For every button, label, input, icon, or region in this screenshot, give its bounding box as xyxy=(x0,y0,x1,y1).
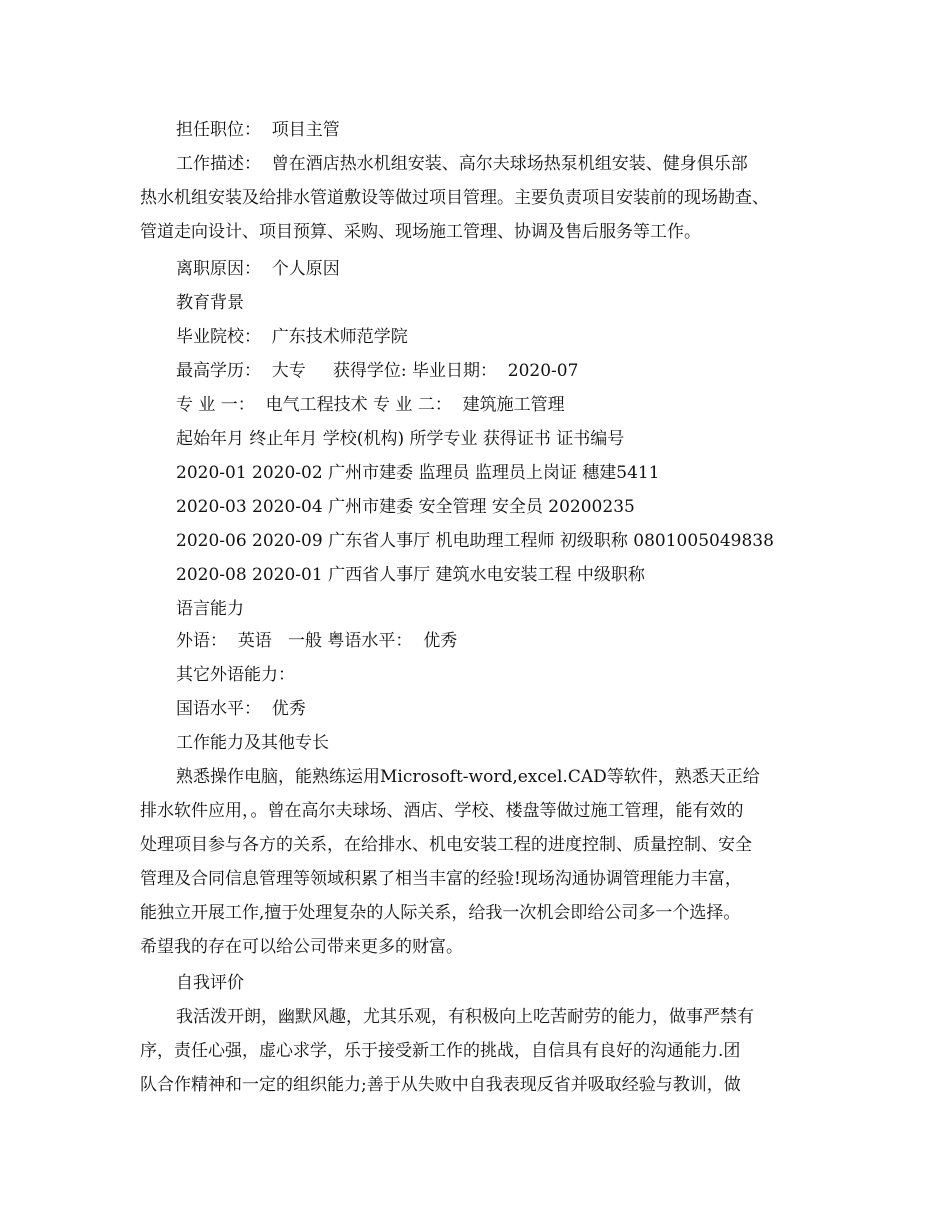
certificate-row: 2020-08 2020-01 广西省人事厅 建筑水电安装工程 中级职称 xyxy=(176,565,645,585)
skills-paragraph-line: 希望我的存在可以给公司带来更多的财富。 xyxy=(140,937,463,957)
section-heading-language: 语言能力 xyxy=(176,599,244,619)
section-heading-education: 教育背景 xyxy=(176,293,244,313)
certificate-header-line: 起始年月 终止年月 学校(机构) 所学专业 获得证书 证书编号 xyxy=(176,429,625,449)
skills-paragraph-line: 管理及合同信息管理等领域积累了相当丰富的经验!现场沟通协调管理能力丰富， xyxy=(140,869,742,889)
self-evaluation-line: 序，责任心强，虚心求学，乐于接受新工作的挑战，自信具有良好的沟通能力.团 xyxy=(140,1041,741,1061)
other-language-line: 其它外语能力： xyxy=(176,665,295,685)
position-line: 担任职位： 项目主管 xyxy=(176,120,340,140)
certificate-row: 2020-01 2020-02 广州市建委 监理员 监理员上岗证 穗建5411 xyxy=(176,463,660,483)
leave-reason-line: 离职原因： 个人原因 xyxy=(176,259,340,279)
mandarin-line: 国语水平： 优秀 xyxy=(176,699,306,719)
job-description-line: 热水机组安装及给排水管道敷设等做过项目管理。主要负责项目安装前的现场勘查、 xyxy=(140,188,769,208)
self-evaluation-line: 我活泼开朗，幽默风趣，尤其乐观，有积极向上吃苦耐劳的能力，做事严禁有 xyxy=(176,1007,754,1027)
degree-line: 最高学历： 大专 获得学位: 毕业日期： 2020-07 xyxy=(176,361,579,381)
self-evaluation-line: 队合作精神和一定的组织能力;善于从失败中自我表现反省并吸取经验与教训，做 xyxy=(140,1075,741,1095)
section-heading-skills: 工作能力及其他专长 xyxy=(176,733,329,753)
skills-paragraph-line: 能独立开展工作,擅于处理复杂的人际关系，给我一次机会即给公司多一个选择。 xyxy=(140,903,741,923)
certificate-row: 2020-03 2020-04 广州市建委 安全管理 安全员 20200235 xyxy=(176,497,635,517)
major-line: 专 业 一： 电气工程技术 专 业 二： 建筑施工管理 xyxy=(176,395,565,415)
job-description-line: 工作描述： 曾在酒店热水机组安装、高尔夫球场热泵机组安装、健身俱乐部 xyxy=(176,154,748,174)
foreign-language-line: 外语： 英语 一般 粤语水平： 优秀 xyxy=(176,631,458,651)
certificate-row: 2020-06 2020-09 广东省人事厅 机电助理工程师 初级职称 0801005049838 xyxy=(176,531,774,551)
job-description-line: 管道走向设计、项目预算、采购、现场施工管理、协调及售后服务等工作。 xyxy=(140,222,701,242)
skills-paragraph-line: 处理项目参与各方的关系，在给排水、机电安装工程的进度控制、质量控制、安全 xyxy=(140,835,752,855)
skills-paragraph-line: 熟悉操作电脑，能熟练运用Microsoft-word,excel.CAD等软件，熟悉天正给 xyxy=(176,767,760,787)
skills-paragraph-line: 排水软件应用，。曾在高尔夫球场、酒店、学校、楼盘等做过施工管理，能有效的 xyxy=(140,801,744,821)
school-line: 毕业院校： 广东技术师范学院 xyxy=(176,327,408,347)
section-heading-self-evaluation: 自我评价 xyxy=(176,973,244,993)
